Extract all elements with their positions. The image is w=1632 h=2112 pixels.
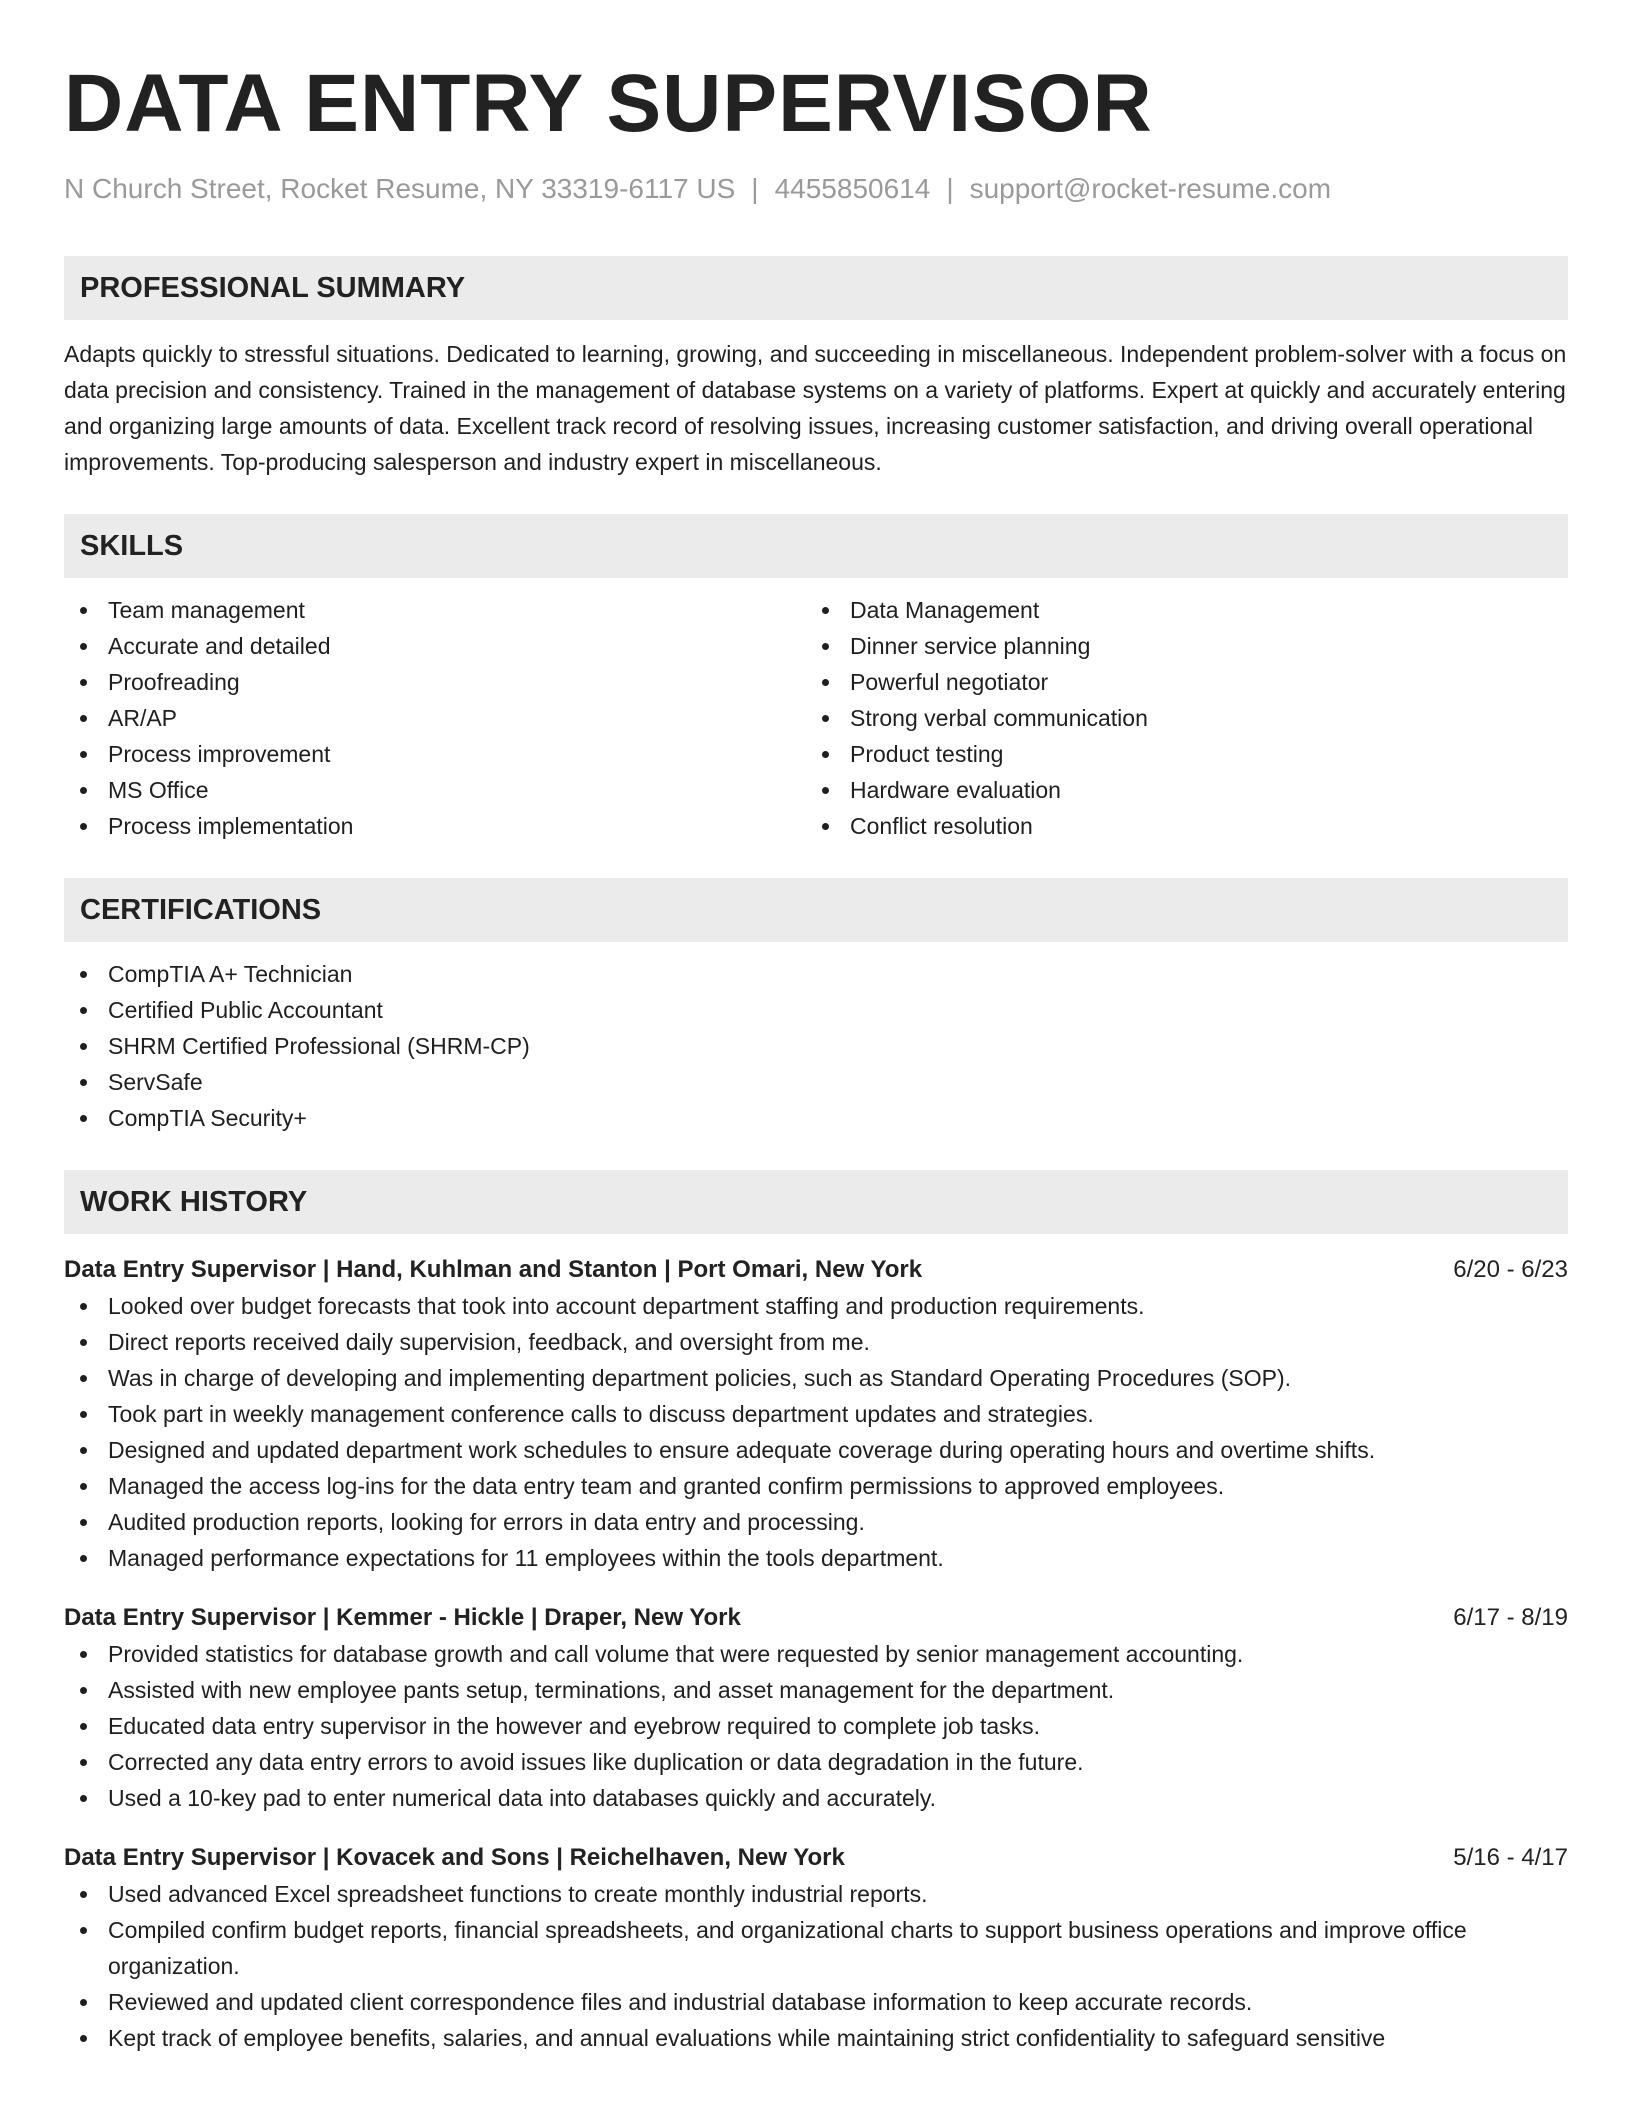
list-item-text: Reviewed and updated client correspondence files and industrial database information to keep accurate records.	[108, 1989, 1253, 2015]
list-item-text: Hardware evaluation	[850, 777, 1061, 803]
summary-section	[64, 256, 1568, 480]
job-list	[64, 1252, 1568, 2056]
bullet-icon	[822, 715, 829, 722]
contact-separator: |	[751, 173, 759, 204]
list-item	[806, 808, 1548, 844]
list-item	[64, 992, 1568, 1028]
list-item-text: Took part in weekly management conference calls to discuss department updates and strategies.	[108, 1401, 1094, 1427]
list-item-text: Accurate and detailed	[108, 633, 331, 659]
job-dates: 5/16 - 4/17	[1453, 1844, 1568, 1871]
list-item	[64, 1540, 1568, 1576]
bullet-icon	[80, 1483, 87, 1490]
contact-phone: 4455850614	[774, 173, 931, 204]
bullet-icon	[80, 1375, 87, 1382]
list-item	[64, 1504, 1568, 1540]
section-heading-certifications: CERTIFICATIONS	[64, 878, 1568, 942]
list-item-text: CompTIA Security+	[108, 1105, 307, 1131]
list-item-text: Provided statistics for database growth and call volume that were requested by senior management accounting.	[108, 1641, 1244, 1667]
list-item-text: Educated data entry supervisor in the however and eyebrow required to complete job tasks.	[108, 1713, 1041, 1739]
list-item	[64, 1912, 1568, 1984]
list-item-text: Assisted with new employee pants setup, terminations, and asset management for the department.	[108, 1677, 1115, 1703]
bullet-icon	[80, 643, 87, 650]
list-item	[64, 2020, 1568, 2056]
list-item	[64, 772, 806, 808]
list-item-text: MS Office	[108, 777, 209, 803]
list-item	[64, 1324, 1568, 1360]
job-dates: 6/20 - 6/23	[1453, 1256, 1568, 1283]
list-item	[64, 1636, 1568, 1672]
contact-separator: |	[946, 173, 954, 204]
list-item-text: SHRM Certified Professional (SHRM-CP)	[108, 1033, 530, 1059]
list-item-text: Proofreading	[108, 669, 240, 695]
bullet-icon	[80, 1339, 87, 1346]
skills-grid	[64, 592, 1568, 844]
list-item	[64, 1780, 1568, 1816]
list-item-text: ServSafe	[108, 1069, 203, 1095]
list-item-text: Kept track of employee benefits, salaries, and annual evaluations while maintaining strict confidentiality to safeguard sensitive	[108, 2025, 1386, 2051]
candidate-name: DATA ENTRY SUPERVISOR	[64, 58, 1153, 149]
job-header	[64, 1600, 1568, 1636]
list-item-text: Managed the access log-ins for the data entry team and granted confirm permissions to approved employees.	[108, 1473, 1225, 1499]
list-item	[64, 1744, 1568, 1780]
job-bullet-list	[64, 1876, 1568, 2056]
list-item	[64, 808, 806, 844]
bullet-icon	[80, 1891, 87, 1898]
bullet-icon	[80, 2035, 87, 2042]
job-dates: 6/17 - 8/19	[1453, 1604, 1568, 1631]
list-item	[64, 1360, 1568, 1396]
job-entry	[64, 1600, 1568, 1816]
list-item	[64, 1064, 1568, 1100]
list-item	[64, 1876, 1568, 1912]
bullet-icon	[80, 1759, 87, 1766]
job-header	[64, 1252, 1568, 1288]
bullet-icon	[80, 1555, 87, 1562]
list-item-text: Was in charge of developing and implementing department policies, such as Standard Operating Procedures (SOP).	[108, 1365, 1292, 1391]
bullet-icon	[80, 1007, 87, 1014]
list-item-text: Audited production reports, looking for errors in data entry and processing.	[108, 1509, 865, 1535]
list-item-text: Looked over budget forecasts that took into account department staffing and production requirements.	[108, 1293, 1145, 1319]
bullet-icon	[80, 1999, 87, 2006]
list-item	[806, 736, 1548, 772]
section-heading-summary: PROFESSIONAL SUMMARY	[64, 256, 1568, 320]
list-item-text: Process improvement	[108, 741, 331, 767]
bullet-icon	[80, 751, 87, 758]
section-heading-work-history: WORK HISTORY	[64, 1170, 1568, 1234]
bullet-icon	[822, 751, 829, 758]
job-bullet-list	[64, 1636, 1568, 1816]
list-item	[64, 1468, 1568, 1504]
summary-text: Adapts quickly to stressful situations. Dedicated to learning, growing, and succeeding in miscellaneous. Independent problem-solver with a focus on data precision and consistency. Trained in the management of database systems on a variety of platforms. Expert at quickly and accurately entering and organizing large amounts of data. Excellent track record of resolving issues, increasing customer satisfaction, and driving overall operational improvements. Top-producing salesperson and industry expert in miscellaneous.	[64, 341, 1567, 475]
bullet-icon	[822, 607, 829, 614]
contact-line	[64, 172, 1568, 206]
job-entry	[64, 1840, 1568, 2056]
list-item	[64, 956, 1568, 992]
list-item	[806, 664, 1548, 700]
list-item	[64, 1396, 1568, 1432]
skills-column-right	[806, 592, 1548, 844]
list-item-text: Corrected any data entry errors to avoid issues like duplication or data degradation in the future.	[108, 1749, 1084, 1775]
bullet-icon	[80, 787, 87, 794]
list-item	[806, 772, 1548, 808]
list-item-text: Conflict resolution	[850, 813, 1033, 839]
list-item	[64, 1984, 1568, 2020]
bullet-icon	[80, 1519, 87, 1526]
bullet-icon	[80, 607, 87, 614]
bullet-icon	[822, 643, 829, 650]
list-item-text: AR/AP	[108, 705, 178, 731]
bullet-icon	[80, 1079, 87, 1086]
job-bullet-list	[64, 1288, 1568, 1576]
list-item-text: Compiled confirm budget reports, financial spreadsheets, and organizational charts to support business operations and improve office organization.	[108, 1917, 1467, 1979]
list-item	[64, 1672, 1568, 1708]
list-item	[64, 628, 806, 664]
bullet-icon	[80, 1723, 87, 1730]
bullet-icon	[80, 1687, 87, 1694]
job-entry	[64, 1252, 1568, 1576]
job-title: Data Entry Supervisor | Hand, Kuhlman and Stanton | Port Omari, New York	[64, 1256, 923, 1283]
bullet-icon	[80, 1043, 87, 1050]
bullet-icon	[80, 971, 87, 978]
job-title: Data Entry Supervisor | Kemmer - Hickle | Draper, New York	[64, 1604, 741, 1631]
job-header	[64, 1840, 1568, 1876]
bullet-icon	[80, 1303, 87, 1310]
bullet-icon	[80, 679, 87, 686]
list-item-text: Designed and updated department work schedules to ensure adequate coverage during operating hours and overtime shifts.	[108, 1437, 1376, 1463]
bullet-icon	[80, 1411, 87, 1418]
bullet-icon	[80, 1115, 87, 1122]
list-item	[64, 1288, 1568, 1324]
bullet-icon	[80, 715, 87, 722]
list-item-text: Dinner service planning	[850, 633, 1091, 659]
contact-address: N Church Street, Rocket Resume, NY 33319-6117 US	[64, 173, 736, 204]
bullet-icon	[822, 787, 829, 794]
list-item-text: Used a 10-key pad to enter numerical data into databases quickly and accurately.	[108, 1785, 937, 1811]
list-item	[806, 628, 1548, 664]
list-item	[64, 736, 806, 772]
section-heading-skills: SKILLS	[64, 514, 1568, 578]
list-item-text: CompTIA A+ Technician	[108, 961, 353, 987]
bullet-icon	[80, 1447, 87, 1454]
list-item-text: Managed performance expectations for 11 employees within the tools department.	[108, 1545, 944, 1571]
skills-section	[64, 514, 1568, 844]
bullet-icon	[80, 1651, 87, 1658]
bullet-icon	[80, 1927, 87, 1934]
list-item-text: Product testing	[850, 741, 1004, 767]
list-item-text: Strong verbal communication	[850, 705, 1148, 731]
list-item-text: Direct reports received daily supervision, feedback, and oversight from me.	[108, 1329, 870, 1355]
contact-email: support@rocket-resume.com	[969, 173, 1332, 204]
certifications-list	[64, 956, 1568, 1136]
list-item	[806, 700, 1548, 736]
job-title: Data Entry Supervisor | Kovacek and Sons | Reichelhaven, New York	[64, 1844, 845, 1871]
bullet-icon	[822, 823, 829, 830]
list-item	[64, 664, 806, 700]
skills-list-left	[64, 592, 806, 844]
resume-page	[64, 0, 1568, 2056]
list-item-text: Powerful negotiator	[850, 669, 1049, 695]
bullet-icon	[80, 1795, 87, 1802]
work-history-section	[64, 1170, 1568, 2056]
list-item	[806, 592, 1548, 628]
list-item	[64, 700, 806, 736]
list-item	[64, 1708, 1568, 1744]
list-item	[64, 592, 806, 628]
list-item-text: Process implementation	[108, 813, 354, 839]
list-item-text: Used advanced Excel spreadsheet functions to create monthly industrial reports.	[108, 1881, 928, 1907]
list-item-text: Data Management	[850, 597, 1040, 623]
list-item-text: Certified Public Accountant	[108, 997, 383, 1023]
bullet-icon	[822, 679, 829, 686]
bullet-icon	[80, 823, 87, 830]
list-item	[64, 1432, 1568, 1468]
skills-list-right	[806, 592, 1548, 844]
list-item	[64, 1028, 1568, 1064]
skills-column-left	[64, 592, 806, 844]
list-item-text: Team management	[108, 597, 305, 623]
certifications-section	[64, 878, 1568, 1136]
list-item	[64, 1100, 1568, 1136]
